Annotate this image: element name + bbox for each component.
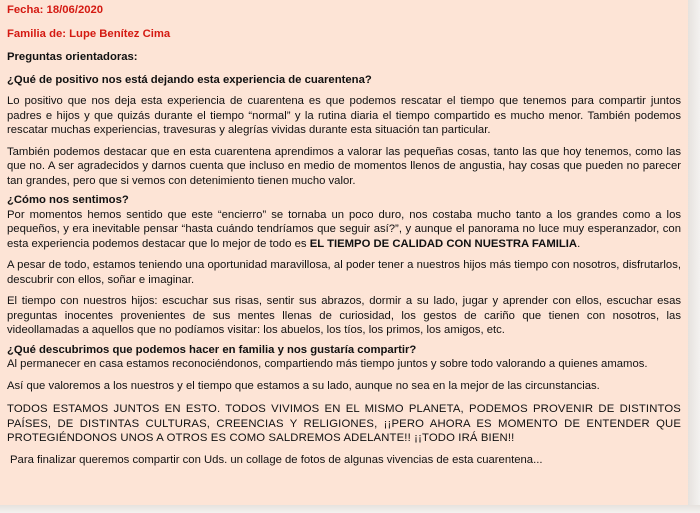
question-positive: ¿Qué de positivo nos está dejando esta experiencia de cuarentena? [7, 73, 372, 86]
question-feelings: ¿Cómo nos sentimos? [7, 194, 129, 206]
document-body [7, 3, 681, 467]
answer-feelings-3: El tiempo con nuestros hijos: escuchar sus risas, sentir sus abrazos, dormir a su lado, jugar y aprender con ellos, escuchar esas preguntas inocentes provenientes de sus mentes llenas de curiosidad, los gestos de cariño que tienen con nosotros, las videollamadas a aquellos que no podíamos visitar: los abuelos, los tíos, los primos, los amigos, etc. [7, 295, 681, 336]
page-shadow-right [688, 0, 700, 513]
answer-feelings-1-end: . [577, 237, 581, 250]
answer-feelings-1 [7, 208, 681, 252]
answer-discover-1: Al permanecer en casa estamos reconociéndonos, compartiendo más tiempo juntos y sobre todo valorando a quienes amamos. [7, 358, 648, 370]
answer-discover-caps: TODOS ESTAMOS JUNTOS EN ESTO. TODOS VIVIMOS EN EL MISMO PLANETA, PODEMOS PROVENIR DE DISTINTOS PAÍSES, DE DISTINTAS CULTURAS, CREENCIAS Y RELIGIONES, ¡¡PERO AHORA ES MOMENTO DE ENTENDER QUE PROTEGIÉNDONOS UNOS A OTROS ES COMO SALDREMOS ADELANTE!! ¡¡TODO IRÁ BIEN!! [7, 403, 681, 444]
family-line: Familia de: Lupe Benítez Cima [7, 27, 171, 40]
answer-feelings-2: A pesar de todo, estamos teniendo una oportunidad maravillosa, al poder tener a nuestros hijos más tiempo con nosotros, disfrutarlos, descubrir con ellos, soñar e imaginar. [7, 259, 681, 286]
answer-feelings-1-text: Por momentos hemos sentido que este “encierro” se tornaba un poco duro, nos costaba mucho tanto a los grandes como a los pequeños, y era inevitable pensar “hasta cuándo tendríamos que seguir así?”, y aunque el panorama no luce muy esperanzador, con esta experiencia podemos destacar que lo mejor de todo es [7, 208, 681, 250]
date-line: Fecha: 18/06/2020 [7, 4, 104, 16]
answer-positive-1: Lo positivo que nos deja esta experiencia de cuarentena es que podemos rescatar el tiempo que tenemos para compartir juntos padres e hijos y que quizás durante el tiempo “normal” y la rutina diaria el tiempo compartido es mucho menor. También podemos rescatar muchas experiencias, travesuras y alegrías vividas durante esta situación tan particular. [7, 95, 681, 136]
answer-positive-2: También podemos destacar que en esta cuarentena aprendimos a valorar las pequeñas cosas, tanto las que hoy tenemos, como las que no. A ser agradecidos y darnos cuenta que incluso en medio de momentos llenos de angustia, hay cosas que pueden no parecer tan grandes, pero que si vemos con detenimiento tienen mucho valor. [7, 145, 681, 187]
answer-feelings-1-bold: EL TIEMPO DE CALIDAD CON NUESTRA FAMILIA [309, 237, 578, 250]
closing-line: Para finalizar queremos compartir con Uds. un collage de fotos de algunas vivencias de esta cuarentena... [10, 453, 543, 466]
page-shadow-bottom [0, 505, 700, 513]
answer-discover-2: Así que valoremos a los nuestros y el tiempo que estamos a su lado, aunque no sea en la mejor de las circunstancias. [7, 379, 600, 392]
intro-heading: Preguntas orientadoras: [7, 51, 138, 63]
question-discover: ¿Qué descubrimos que podemos hacer en familia y nos gustaría compartir? [7, 343, 417, 356]
